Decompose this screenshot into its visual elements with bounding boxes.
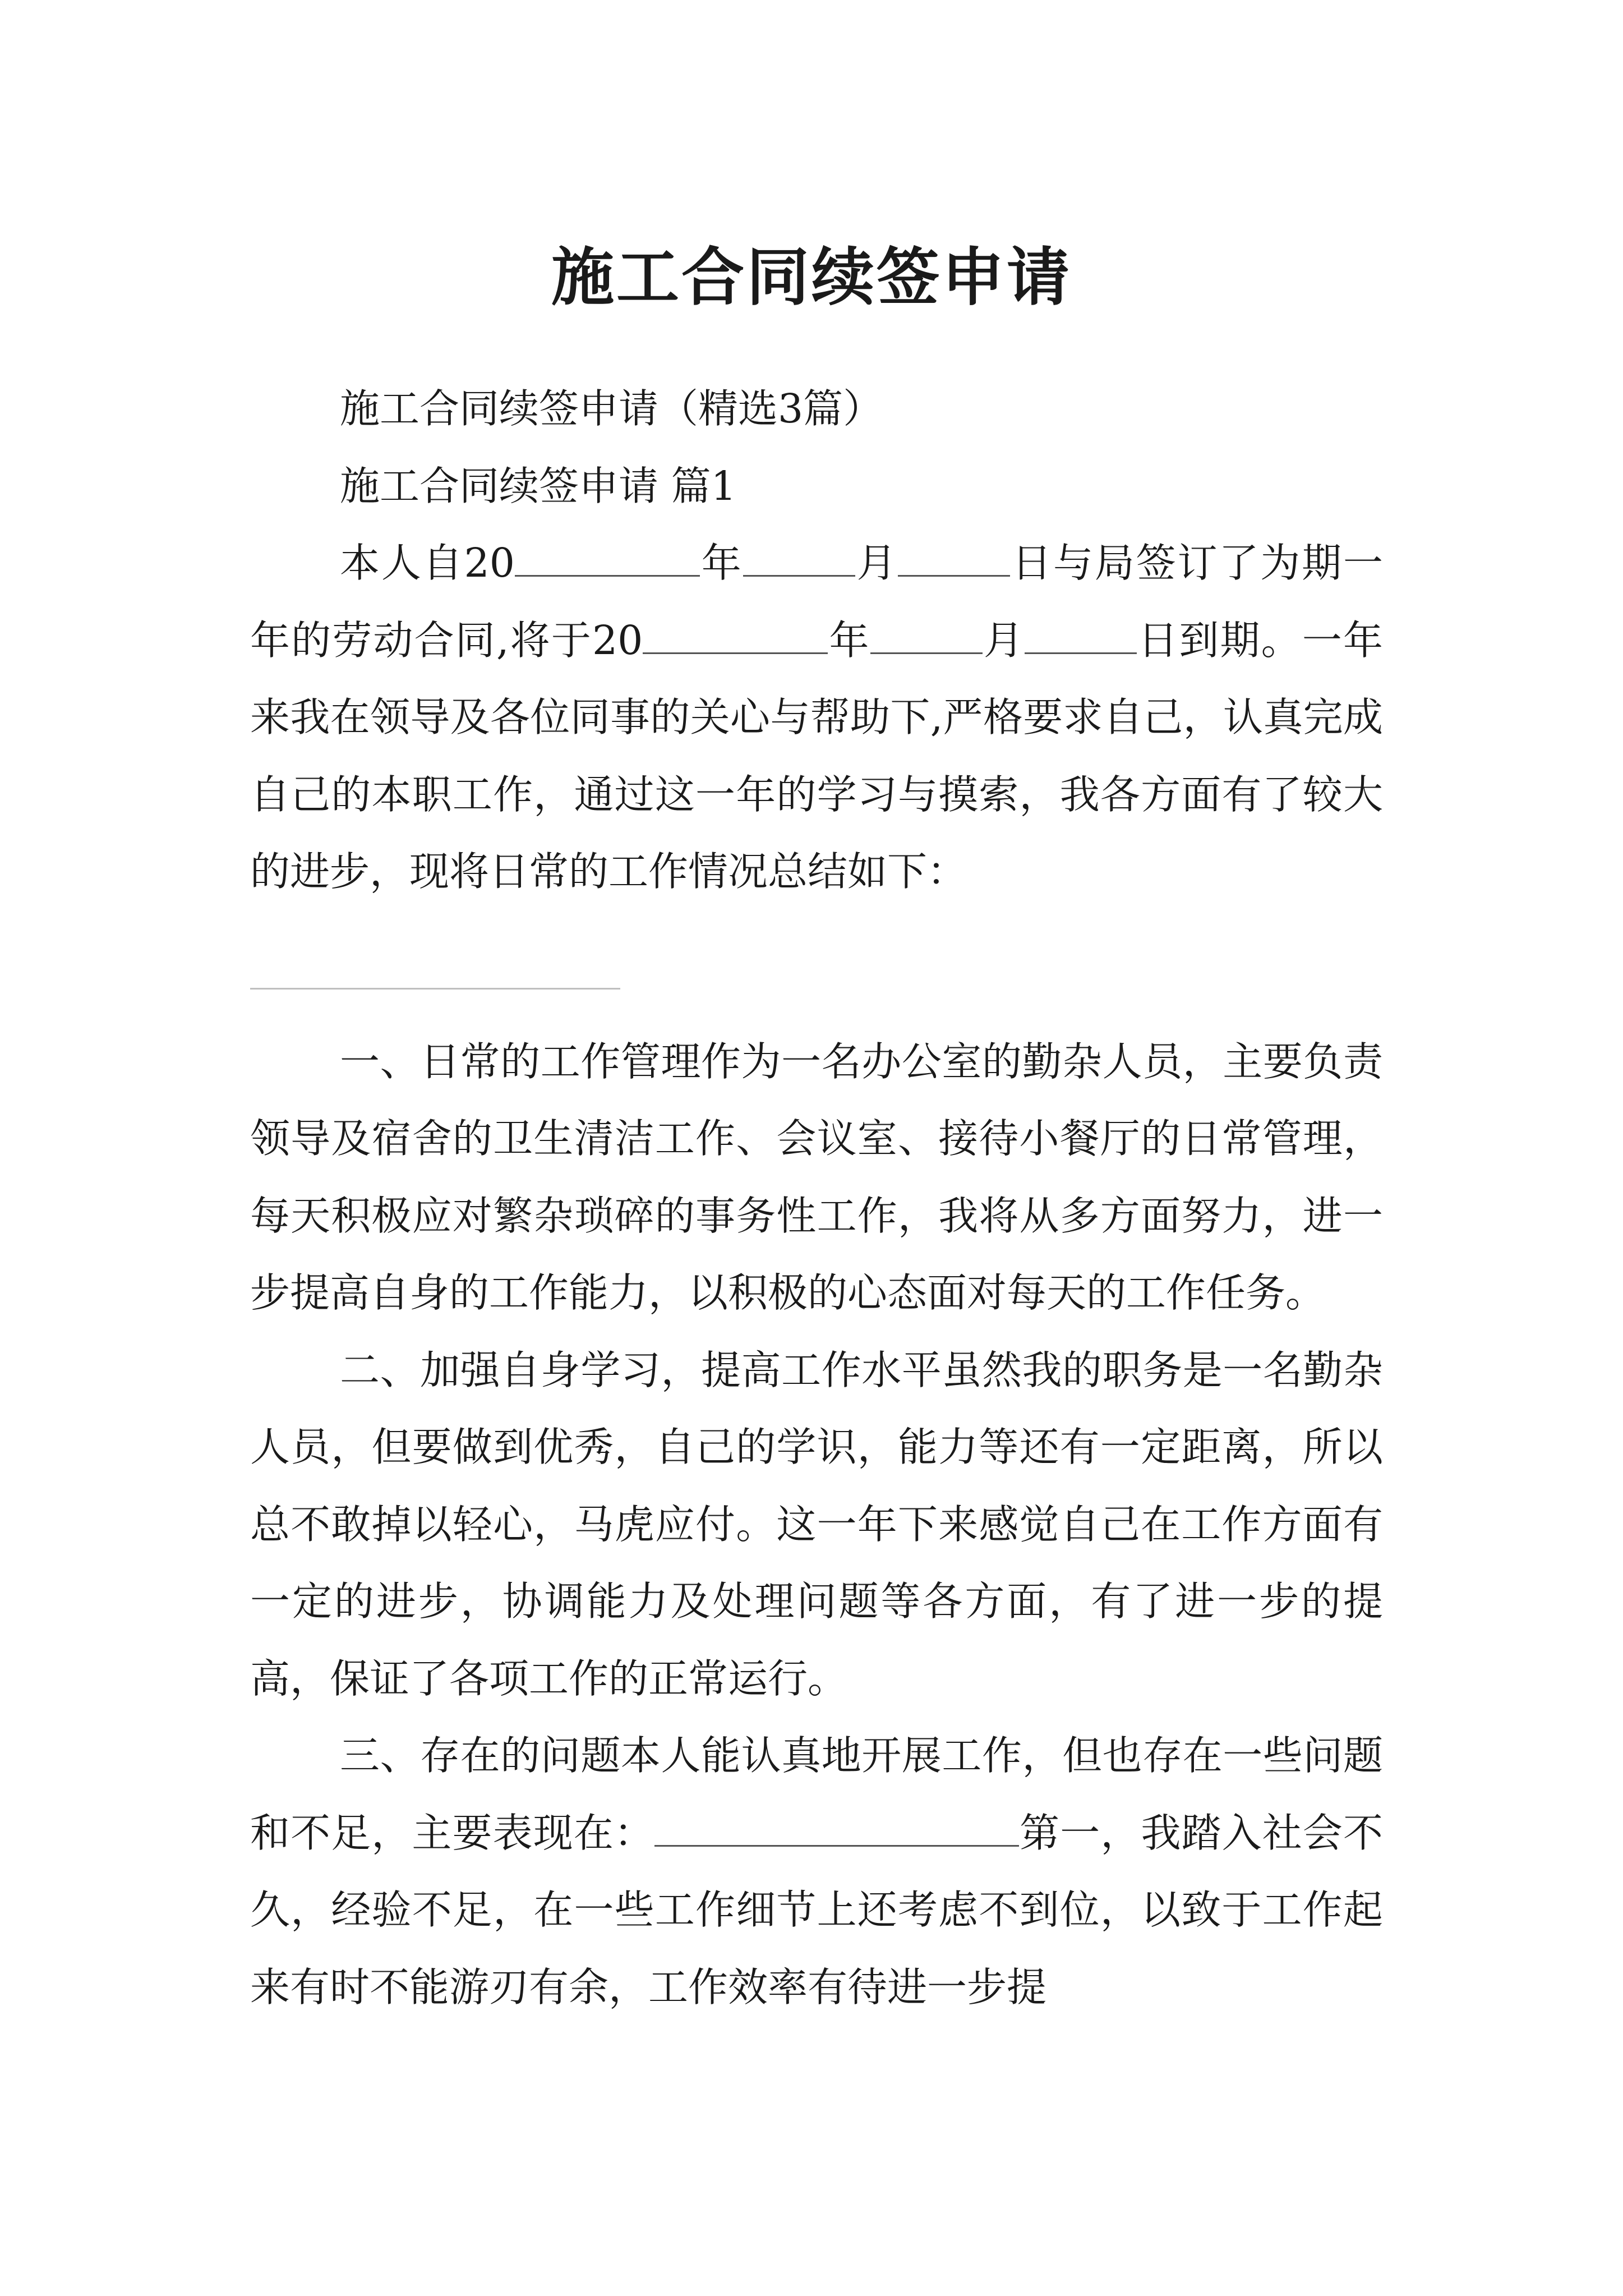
intro-text-2: 年 [699,540,743,586]
intro-text-3: 月 [855,540,898,586]
blank-year-end [643,619,828,654]
section-three-text-2: 第一，我踏入社会不久，经验不足，在一些工作细节上还考虑不到位，以致于工作起来有时不能游刃有余，工作效率有待进一步提 [250,1809,1383,2010]
document-title: 施工合同续签申请 [551,241,1072,315]
intro-text-5: 年 [828,616,870,664]
intro-text-4: 日与局签订了为期一年的劳动合同,将于20 [250,540,1383,664]
document-body [250,370,1383,2026]
paragraph-intro [250,524,1383,910]
blank-month-end [870,619,983,654]
section-three-text-1: 三、存在的问题本人能认真地开展工作，但也存在一些问题和不足，主要表现在： [250,1732,1383,1856]
paragraph-section-one: 一、日常的工作管理作为一名办公室的勤杂人员，主要负责领导及宿舍的卫生清洁工作、会议室、接待小餐厅的日常管理，每天积极应对繁杂琐碎的事务性工作，我将从多方面努力，进一步提高自身的工作能力，以积极的心态面对每天的工作任务。 [250,1038,1383,1316]
blank-day-start [898,541,1010,577]
intro-text-7: 日到期。一年来我在领导及各位同事的关心与帮助下,严格要求自己，认真完成自己的本职工作，通过这一年的学习与摸索，我各方面有了较大的进步，现将日常的工作情况总结如下： [250,616,1383,895]
blank-month-start [743,541,855,577]
paragraph-section-two: 二、加强自身学习，提高工作水平虽然我的职务是一名勤杂人员，但要做到优秀，自己的学识，能力等还有一定距离，所以总不敢掉以轻心，马虎应付。这一年下来感觉自己在工作方面有一定的进步，协调能力及处理问题等各方面，有了进一步的提高，保证了各项工作的正常运行。 [250,1346,1383,1702]
blank-year-start [515,541,700,577]
paragraph-section-three [250,1717,1383,2026]
blank-day-end [1025,619,1137,654]
intro-text-1: 本人自20 [340,540,515,586]
document-subtitle: 施工合同续签申请（精选3篇） [340,385,883,432]
intro-text-6: 月 [982,616,1025,664]
blank-issues [654,1811,1019,1847]
section-heading: 施工合同续签申请 篇1 [340,462,736,509]
footnote-divider [250,988,620,990]
